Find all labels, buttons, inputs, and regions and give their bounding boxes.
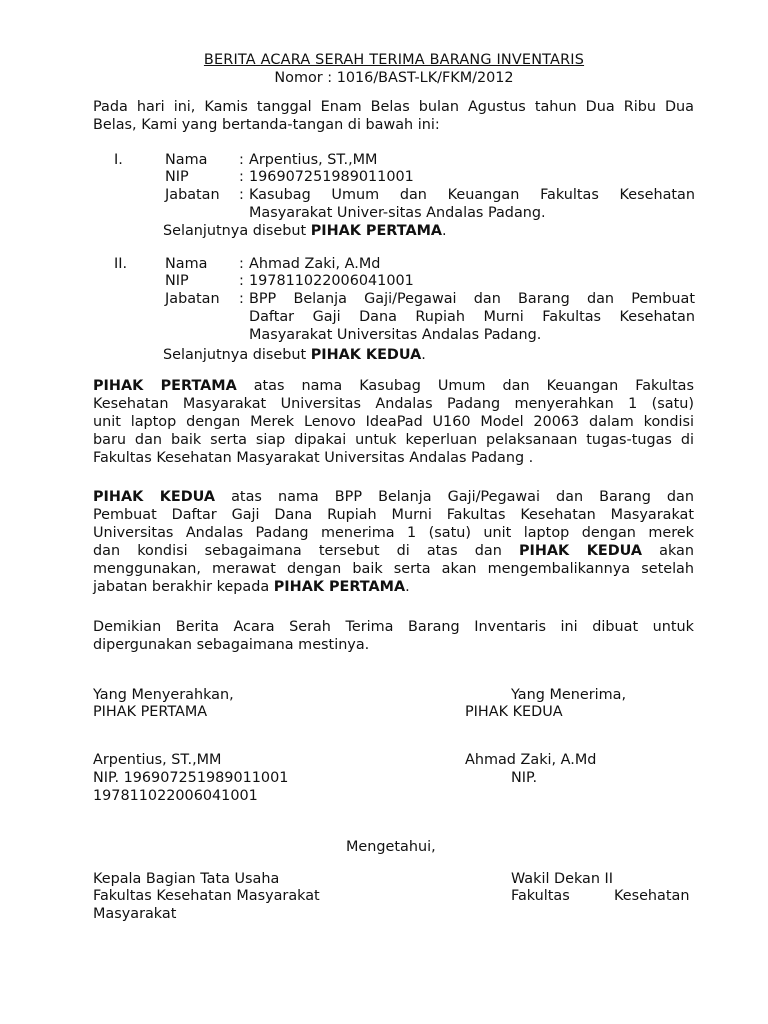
receipt-line-5: menggunakan, merawat dengan baik serta akan mengembalikannya setelah <box>93 561 694 577</box>
receipt-line-6-bold: PIHAK PERTAMA <box>273 579 406 595</box>
party-1-designation-suffix: . <box>442 223 447 239</box>
party-2-designation-suffix: . <box>421 347 426 363</box>
party-1-jabatan-label: Jabatan <box>165 187 220 203</box>
party-2-jabatan-line-2: Daftar Gaji Dana Rupiah Murni Fakultas Kesehatan <box>249 309 695 325</box>
party-2-nama-value: Ahmad Zaki, A.Md <box>249 256 381 272</box>
party-2-jabatan-line-1: BPP Belanja Gaji/Pegawai dan Barang dan Pembuat <box>249 291 695 307</box>
receipt-line-1-rest: atas nama BPP Belanja Gaji/Pegawai dan Barang dan <box>215 489 694 505</box>
party-1-nama-label: Nama <box>165 152 208 168</box>
acknowledge-label: Mengetahui, <box>346 839 436 855</box>
handover-line-1-rest: atas nama Kasubag Umum dan Keuangan Fakultas <box>236 378 694 394</box>
handover-line-2: Kesehatan Masyarakat Universitas Andalas Padang menyerahkan 1 (satu) <box>93 396 694 412</box>
party-1-nip-value: 196907251989011001 <box>249 169 414 185</box>
party-2-nama-colon: : <box>239 256 244 272</box>
party-2-nip-value: 197811022006041001 <box>249 273 414 289</box>
party-1-nama-value: Arpentius, ST.,MM <box>249 152 378 168</box>
party-1-jabatan-line-2: Masyarakat Univer-sitas Andalas Padang. <box>249 205 546 221</box>
right-signer-name: Ahmad Zaki, A.Md <box>465 752 597 768</box>
right-ack-faculty-word-2: Kesehatan <box>614 888 690 904</box>
left-ack-faculty-overflow: Masyarakat <box>93 906 177 922</box>
left-signer-role: Yang Menyerahkan, <box>93 687 234 703</box>
party-1-nama-colon: : <box>239 152 244 168</box>
document-number: Nomor : 1016/BAST-LK/FKM/2012 <box>274 70 514 86</box>
party-2-designation-prefix: Selanjutnya disebut <box>163 347 311 363</box>
document-title: BERITA ACARA SERAH TERIMA BARANG INVENTARIS <box>203 52 585 68</box>
party-1-jabatan-colon: : <box>239 187 244 203</box>
handover-line-3: unit laptop dengan Merek Lenovo IdeaPad U160 Model 20063 dalam kondisi <box>93 414 694 430</box>
intro-line-2: Belas, Kami yang bertanda-tangan di bawah ini: <box>93 117 440 133</box>
receipt-line-4 <box>93 542 694 560</box>
party-1-jabatan-line-1: Kasubag Umum dan Keuangan Fakultas Kesehatan <box>249 187 695 203</box>
handover-line-1 <box>93 377 694 395</box>
party-2-jabatan-label: Jabatan <box>165 291 220 307</box>
party-2-nip-label: NIP <box>165 273 189 289</box>
party-1-nip-label: NIP <box>165 169 189 185</box>
party-1-designation-bold: PIHAK PERTAMA <box>310 223 443 239</box>
receipt-line-6-post: . <box>405 579 410 595</box>
party-2-designation-bold: PIHAK KEDUA <box>310 347 422 363</box>
right-ack-title: Wakil Dekan II <box>511 871 614 887</box>
left-signer-name: Arpentius, ST.,MM <box>93 752 222 768</box>
party-2-number: II. <box>114 256 128 272</box>
receipt-party-bold: PIHAK KEDUA <box>93 489 216 505</box>
right-signer-party: PIHAK KEDUA <box>465 704 563 720</box>
receipt-line-1 <box>93 488 694 506</box>
party-1-nip-colon: : <box>239 169 244 185</box>
party-2-jabatan-line-3: Masyarakat Universitas Andalas Padang. <box>249 327 542 343</box>
party-1-jabatan-value <box>249 186 695 222</box>
intro-line-1: Pada hari ini, Kamis tanggal Enam Belas bulan Agustus tahun Dua Ribu Dua <box>93 99 694 115</box>
receipt-paragraph <box>93 488 694 596</box>
party-1-number: I. <box>114 152 123 168</box>
receipt-line-6 <box>93 578 694 596</box>
left-signer-nip: NIP. 196907251989011001 <box>93 770 289 786</box>
receipt-line-4-post: akan <box>642 543 694 559</box>
left-ack-faculty: Fakultas Kesehatan Masyarakat <box>93 888 320 904</box>
right-signer-nip-number: 197811022006041001 <box>93 788 258 804</box>
party-2-nama-label: Nama <box>165 256 208 272</box>
right-signer-nip: NIP. <box>511 770 538 786</box>
intro-paragraph <box>93 98 694 134</box>
party-2-jabatan-colon: : <box>239 291 244 307</box>
receipt-line-3: Universitas Andalas Padang menerima 1 (satu) unit laptop dengan merek <box>93 525 694 541</box>
party-1-designation <box>163 222 447 240</box>
left-ack-title: Kepala Bagian Tata Usaha <box>93 871 280 887</box>
closing-paragraph <box>93 618 694 654</box>
handover-line-4: baru dan baik serta siap dipakai untuk keperluan pelaksanaan tugas-tugas di <box>93 432 694 448</box>
receipt-line-4-bold: PIHAK KEDUA <box>518 543 643 559</box>
handover-line-5: Fakultas Kesehatan Masyarakat Universitas Andalas Padang . <box>93 450 534 466</box>
party-2-jabatan-value <box>249 290 695 344</box>
closing-line-1: Demikian Berita Acara Serah Terima Barang Inventaris ini dibuat untuk <box>93 619 694 635</box>
right-signer-role: Yang Menerima, <box>511 687 627 703</box>
receipt-line-4-pre: dan kondisi sebagaimana tersebut di atas dan <box>93 543 519 559</box>
party-2-nip-colon: : <box>239 273 244 289</box>
handover-paragraph <box>93 377 694 467</box>
closing-line-2: dipergunakan sebagaimana mestinya. <box>93 637 370 653</box>
handover-party-bold: PIHAK PERTAMA <box>93 378 237 394</box>
left-signer-party: PIHAK PERTAMA <box>93 704 208 720</box>
receipt-line-6-pre: jabatan berakhir kepada <box>93 579 274 595</box>
party-2-designation <box>163 346 426 364</box>
party-1-designation-prefix: Selanjutnya disebut <box>163 223 311 239</box>
receipt-line-2: Pembuat Daftar Gaji Dana Rupiah Murni Fakultas Kesehatan Masyarakat <box>93 507 694 523</box>
right-ack-faculty-word: Fakultas <box>511 888 570 904</box>
